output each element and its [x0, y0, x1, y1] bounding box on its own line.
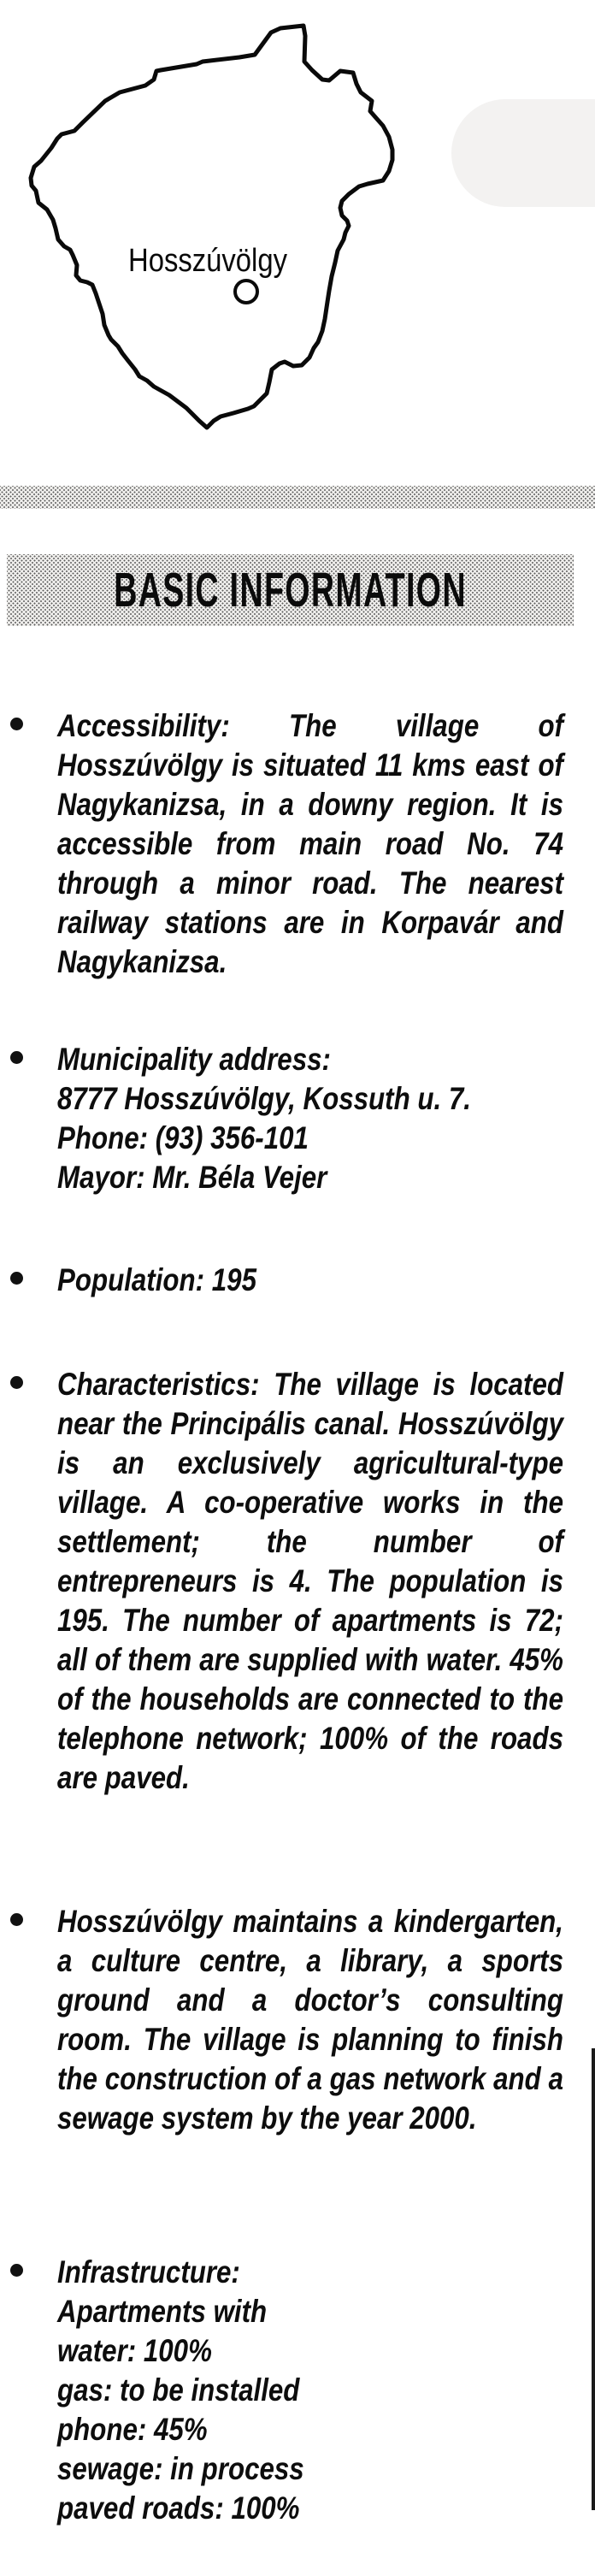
address-line: Mayor: Mr. Béla Vejer: [57, 1160, 327, 1195]
section-header-bar: [7, 554, 574, 626]
section-title: BASIC INFORMATION: [114, 563, 467, 617]
scan-artifact-blob: [451, 99, 595, 207]
list-item-municipality-address: [57, 1040, 563, 1197]
village-label: Hosszúvölgy: [128, 243, 287, 279]
address-line: 8777 Hosszúvölgy, Kossuth u. 7.: [57, 1081, 471, 1116]
address-line: Municipality address:: [57, 1042, 331, 1077]
paragraph-text: Population: 195: [57, 1262, 256, 1297]
infrastructure-line: water: 100%: [57, 2333, 212, 2368]
bullet-icon: [10, 1051, 23, 1064]
bullet-icon: [10, 1272, 23, 1285]
paragraph-text: Characteristics: The village is located near the Principális canal. Hosszúvölgy is an exclusively agricultural-type village. A co-operative works in the settlement; the number of entrepreneurs is 4. The population is 195. The number of apartments is 72; all of them are supplied with water. 45% of the households are connected to the telephone network; 100% of the roads are paved.: [57, 1367, 563, 1795]
list-item-facilities: [57, 1902, 563, 2138]
list-item-infrastructure: [57, 2253, 563, 2528]
paragraph-text: Accessibility: The village of Hosszúvölgy is situated 11 kms east of Nagykanizsa, in a downy region. It is accessible from main road No. 74 through a minor road. The nearest railway stations are in Korpavár and Nagykanizsa.: [57, 708, 563, 979]
scan-artifact-edge: [592, 2048, 595, 2510]
list-item-accessibility: [57, 706, 563, 982]
bullet-icon: [10, 2264, 23, 2277]
divider-strip: [0, 486, 595, 509]
paragraph-text: Hosszúvölgy maintains a kindergarten, a culture centre, a library, a sports ground and a doctor’s consulting room. The village is planning to finish the construction of a gas network and a sewage system by the year 2000.: [57, 1904, 563, 2136]
list-item-characteristics: [57, 1365, 563, 1798]
infrastructure-line: Apartments with: [57, 2294, 268, 2329]
village-outline: [31, 26, 392, 428]
village-marker-icon: [235, 281, 257, 303]
infrastructure-line: Infrastructure:: [57, 2254, 240, 2289]
bullet-icon: [10, 1913, 23, 1926]
infrastructure-line: gas: to be installed: [57, 2372, 300, 2408]
list-item-population: [57, 1261, 563, 1300]
bullet-icon: [10, 1376, 23, 1389]
bullet-icon: [10, 718, 23, 730]
address-line: Phone: (93) 356-101: [57, 1120, 309, 1155]
village-map: [0, 0, 427, 462]
infrastructure-line: sewage: in process: [57, 2451, 304, 2486]
infrastructure-line: phone: 45%: [57, 2412, 208, 2447]
infrastructure-line: paved roads: 100%: [57, 2490, 300, 2526]
